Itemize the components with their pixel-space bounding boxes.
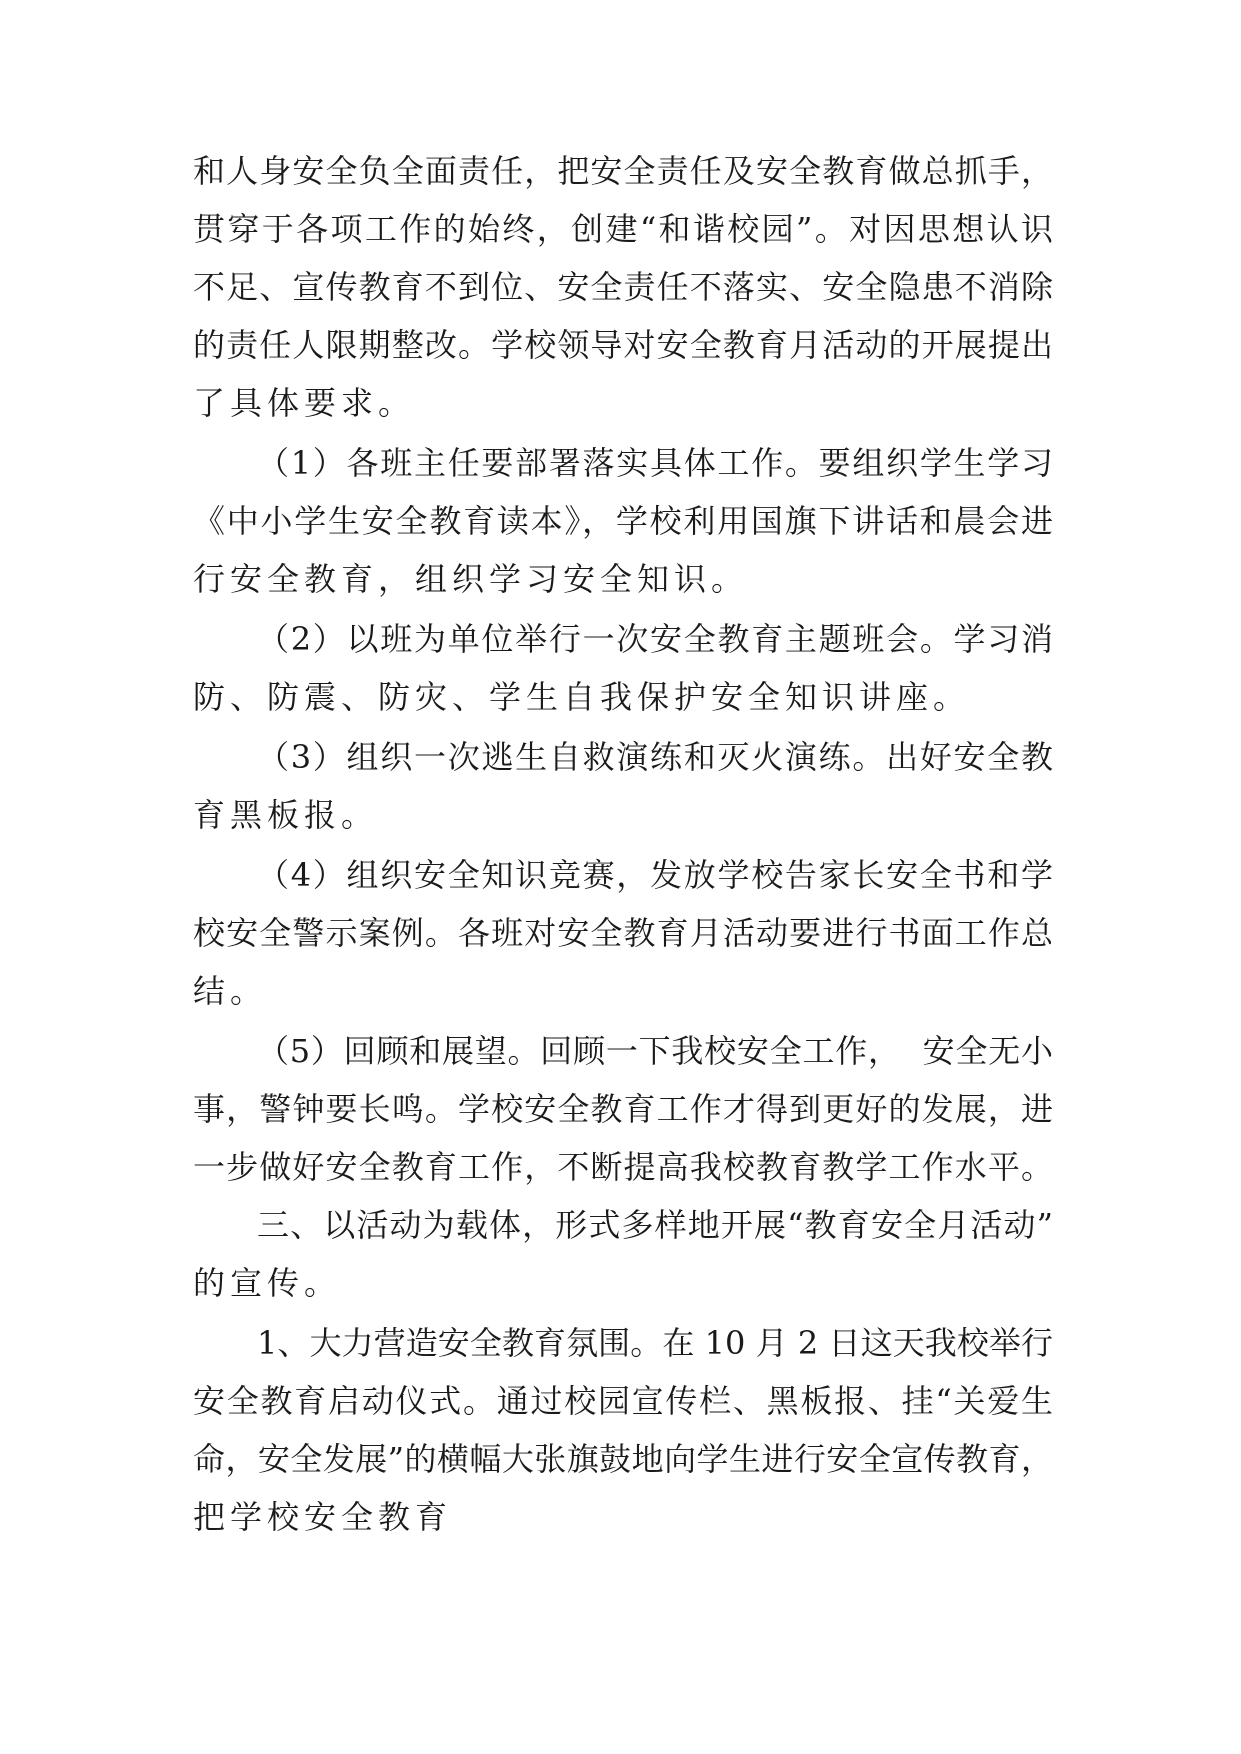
text-line: 事，警钟要长鸣。学校安全教育工作才得到更好的发展，进 bbox=[193, 1090, 1053, 1128]
text-line: 《中小学生安全教育读本》，学校利用国旗下讲话和晨会进 bbox=[193, 502, 1053, 540]
text-line: 一步做好安全教育工作，不断提高我校教育教学工作水平。 bbox=[193, 1148, 1053, 1186]
text-line: （2）以班为单位举行一次安全教育主题班会。学习消 bbox=[257, 620, 1053, 658]
text-line: 了具体要求。 bbox=[193, 384, 416, 422]
text-line: 的宣传。 bbox=[193, 1264, 342, 1302]
text-line: 不足、宣传教育不到位、安全责任不落实、安全隐患不消除 bbox=[193, 268, 1053, 306]
text-line: 和人身安全负全面责任，把安全责任及安全教育做总抓手， bbox=[193, 152, 1053, 190]
text-line: 三、以活动为载体，形式多样地开展“教育安全月活动” bbox=[257, 1206, 1053, 1244]
text-line: （3）组织一次逃生自救演练和灭火演练。出好安全教 bbox=[257, 738, 1053, 776]
text-line: 命，安全发展”的横幅大张旗鼓地向学生进行安全宣传教育， bbox=[193, 1440, 1053, 1478]
text-line: 育黑板报。 bbox=[193, 796, 379, 834]
text-line: 贯穿于各项工作的始终，创建“和谐校园”。对因思想认识 bbox=[193, 210, 1053, 248]
text-line: 把学校安全教育 bbox=[193, 1498, 453, 1536]
text-line: 的责任人限期整改。学校领导对安全教育月活动的开展提出 bbox=[193, 326, 1053, 364]
text-line: （5）回顾和展望。回顾一下我校安全工作， 安全无小 bbox=[257, 1032, 1053, 1070]
text-line: （4）组织安全知识竞赛，发放学校告家长安全书和学 bbox=[257, 856, 1053, 894]
text-line: 行安全教育，组织学习安全知识。 bbox=[193, 560, 749, 598]
text-line: 1、大力营造安全教育氛围。在 10 月 2 日这天我校举行 bbox=[257, 1324, 1053, 1362]
text-line: 防、防震、防灾、学生自我保护安全知识讲座。 bbox=[193, 678, 971, 716]
text-line: 校安全警示案例。各班对安全教育月活动要进行书面工作总 bbox=[193, 914, 1053, 952]
text-line: 安全教育启动仪式。通过校园宣传栏、黑板报、挂“关爱生 bbox=[193, 1382, 1053, 1420]
text-line: （1）各班主任要部署落实具体工作。要组织学生学习 bbox=[257, 444, 1053, 482]
text-line: 结。 bbox=[193, 972, 268, 1010]
